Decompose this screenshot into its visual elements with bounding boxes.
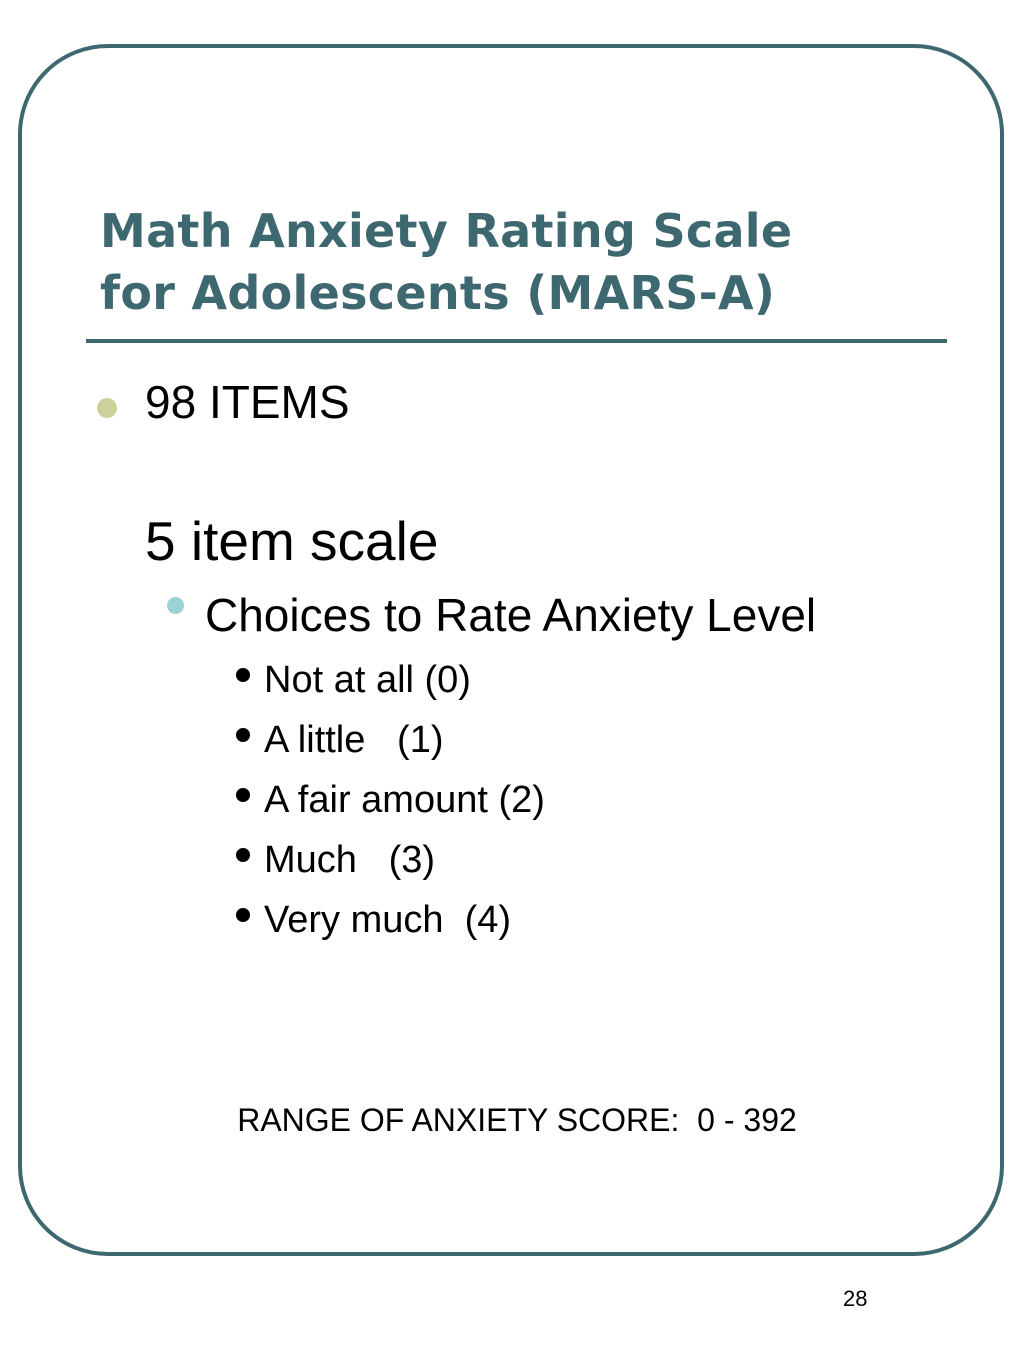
choice-label: Not at all (0) <box>264 659 471 701</box>
items-count-text: 98 ITEMS <box>145 376 350 428</box>
list-item <box>232 652 545 712</box>
bullet-icon <box>236 848 250 862</box>
sub-bullet-dot-icon <box>167 597 184 614</box>
choice-label: A fair amount (2) <box>264 779 545 821</box>
title-line-2: for Adolescents (MARS-A) <box>100 266 776 320</box>
bullet-icon <box>236 788 250 802</box>
choices-list <box>232 652 545 952</box>
choice-label: Much (3) <box>264 839 436 881</box>
title-divider <box>86 339 947 343</box>
scale-text: 5 item scale <box>145 510 439 572</box>
bullet-icon <box>236 908 250 922</box>
title-line-1: Math Anxiety Rating Scale <box>100 204 793 258</box>
list-item <box>232 772 545 832</box>
choices-heading: Choices to Rate Anxiety Level <box>205 589 817 641</box>
score-range-text: RANGE OF ANXIETY SCORE: 0 - 392 <box>237 1102 797 1138</box>
choice-label: Very much (4) <box>264 899 512 941</box>
list-item <box>232 832 545 892</box>
bullet-icon <box>236 668 250 682</box>
list-item <box>232 892 545 952</box>
bullet-icon <box>236 728 250 742</box>
choice-label: A little (1) <box>264 719 444 761</box>
slide-title <box>100 200 960 324</box>
bullet-dot-icon <box>97 398 117 418</box>
list-item <box>232 712 545 772</box>
page-number: 28 <box>843 1286 868 1311</box>
